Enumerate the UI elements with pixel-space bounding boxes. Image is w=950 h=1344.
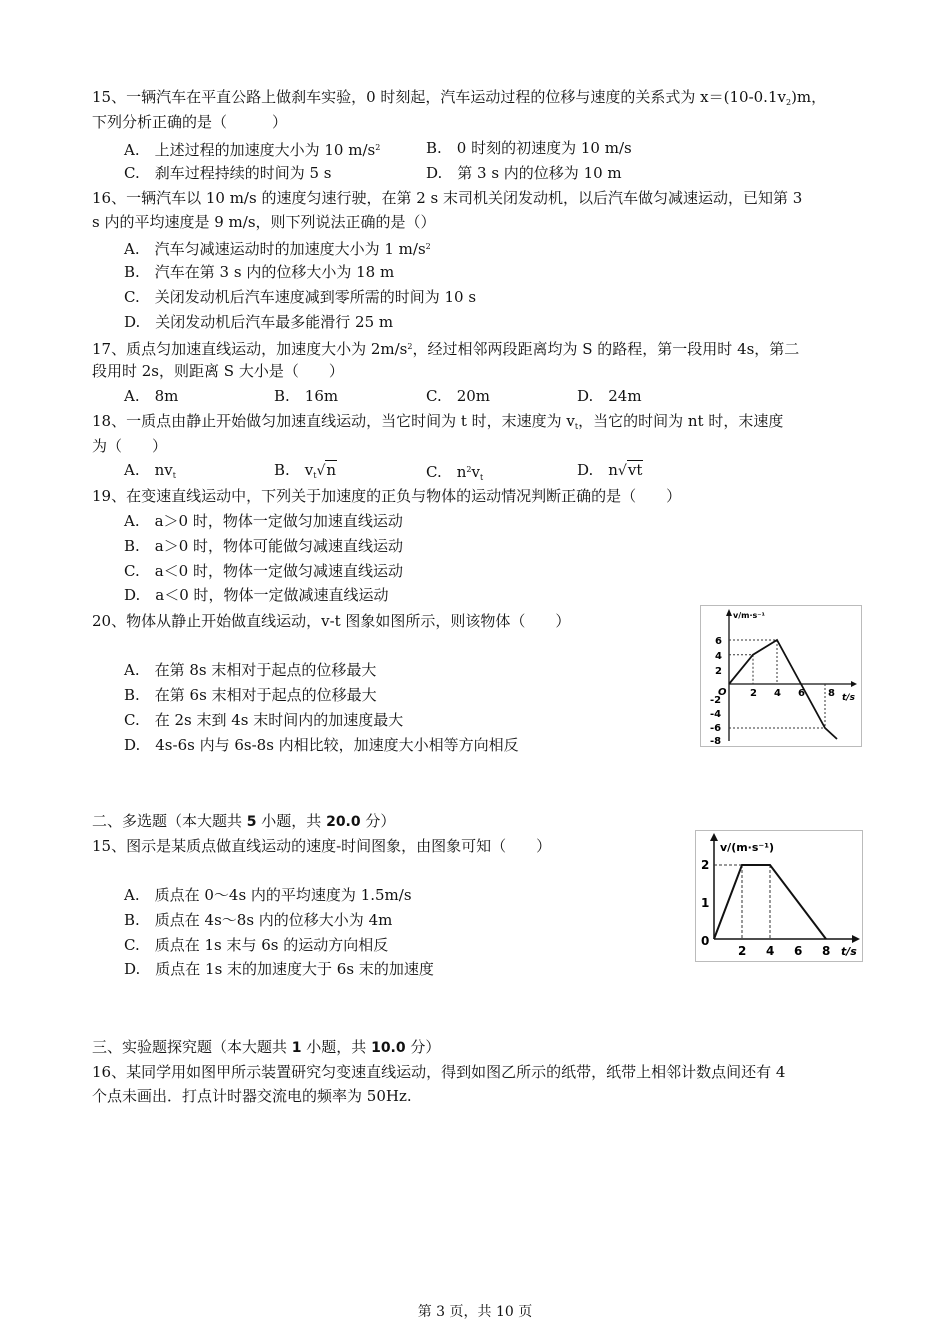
q15b-x-axis-arrow (852, 935, 860, 943)
q17-stem-line2: 段用时 2s，则距离 S 大小是（ ） (92, 362, 344, 380)
q16b-stem-line2: 个点未画出．打点计时器交流电的频率为 50Hz. (92, 1087, 412, 1105)
q15-option-d: D. 第 3 s 内的位移为 10 m (426, 164, 622, 182)
q16-option-b: B. 汽车在第 3 s 内的位移大小为 18 m (124, 263, 395, 281)
q15b-vt-graph-svg (696, 831, 862, 961)
q15b-vt-graph (695, 830, 863, 962)
q20-x-tick-2: 2 (750, 688, 757, 699)
q20-y-tick-neg6: -6 (710, 723, 722, 734)
q20-option-b: B. 在第 6s 末相对于起点的位移最大 (124, 686, 377, 704)
q20-vt-graph-svg (701, 606, 861, 746)
q15-stem-line2: 下列分析正确的是（ ） (92, 113, 288, 131)
q15b-y-label: v/(m·s⁻¹) (720, 841, 775, 854)
q15b-y-tick-2: 2 (701, 858, 710, 872)
q15b-stem: 15、图示是某质点做直线运动的速度-时间图象，由图象可知（ ） (92, 837, 552, 855)
section-2-title: 二、多选题（本大题共 5 小题，共 20.0 分） (92, 812, 396, 830)
q19-option-b: B. a＞0 时，物体可能做匀减速直线运动 (124, 537, 404, 555)
q20-option-c: C. 在 2s 末到 4s 末时间内的加速度最大 (124, 711, 404, 729)
q20-y-tick-4: 4 (715, 651, 722, 662)
q20-option-a: A. 在第 8s 末相对于起点的位移最大 (124, 661, 377, 679)
q20-x-tick-4: 4 (774, 688, 781, 699)
q20-y-tick-neg4: -4 (710, 709, 722, 720)
q15b-x-tick-8: 8 (822, 944, 831, 958)
q17-option-d: D. 24m (577, 387, 642, 405)
q20-origin: O (718, 687, 727, 698)
q15-option-c: C. 刹车过程持续的时间为 5 s (124, 164, 332, 182)
q15b-option-d: D. 质点在 1s 末的加速度大于 6s 末的加速度 (124, 960, 434, 978)
q17-stem-line1: 17、质点匀加速直线运动，加速度大小为 $2m/s^2$，经过相邻两段距离均为 S 的路程，第一段用时 4s，第二 (92, 340, 800, 358)
q20-y-tick-6: 6 (715, 636, 722, 647)
page-total: 10 (496, 1304, 514, 1320)
q17-option-a: A. 8m (124, 387, 179, 405)
q20-y-axis-arrow (726, 609, 732, 616)
q19-option-c: C. a＜0 时，物体一定做匀减速直线运动 (124, 562, 403, 580)
q15-option-b: B. 0 时刻的初速度为 10 m/s (426, 139, 632, 157)
q16-option-d: D. 关闭发动机后汽车最多能滑行 25 m (124, 313, 394, 331)
q20-option-d: D. 4s-6s 内与 6s-8s 内相比较，加速度大小相等方向相反 (124, 736, 519, 754)
q18-option-a: A. $nv_t$ (124, 461, 176, 480)
q15b-x-tick-4: 4 (766, 944, 775, 958)
q18-stem-line2: 为（ ） (92, 437, 168, 455)
q15-stem-line1: 15、一辆汽车在平直公路上做刹车实验，0 时刻起，汽车运动过程的位移与速度的关系式为 $x=(10-0.1v_2)m$， (92, 88, 827, 107)
page-footer: 第 3 页，共 10 页 (417, 1304, 533, 1320)
q17-option-b: B. 16m (274, 387, 339, 405)
q16-option-a: A. 汽车匀减速运动时的加速度大小为 1 $m/s^2$ (124, 240, 431, 258)
q20-x-axis-arrow (851, 681, 857, 687)
q18-option-d: D. n√vt (577, 461, 643, 479)
q20-x-tick-8: 8 (828, 688, 835, 699)
q19-stem: 19、在变速直线运动中，下列关于加速度的正负与物体的运动情况判断正确的是（ ） (92, 487, 682, 505)
q15-option-a: A. 上述过程的加速度大小为 10 $m/s^2$ (124, 141, 381, 159)
q20-x-label: t/s (842, 693, 855, 703)
q18-stem-line1: 18、一质点由静止开始做匀加速直线运动，当它时间为 t 时，末速度为 $v_t$，当它的时间为 nt 时，末速度 (92, 412, 784, 431)
q15b-x-tick-6: 6 (794, 944, 803, 958)
q15b-y-tick-1: 1 (701, 896, 710, 910)
q15b-option-b: B. 质点在 4s～8s 内的位移大小为 4m (124, 911, 393, 929)
page-number: 3 (436, 1304, 446, 1320)
q20-y-tick-neg8: -8 (710, 736, 722, 746)
q16-option-c: C. 关闭发动机后汽车速度减到零所需的时间为 10 s (124, 288, 477, 306)
q17-option-c: C. 20m (426, 387, 491, 405)
q20-y-label: v/m·s⁻¹ (733, 611, 765, 620)
q20-x-tick-6: 6 (798, 688, 805, 699)
q15b-x-label: t/s (841, 945, 857, 958)
q18-option-b: B. $v_t√n$ (274, 461, 337, 480)
q20-stem: 20、物体从静止开始做直线运动，v-t 图象如图所示，则该物体（ ） (92, 612, 571, 630)
q15b-option-c: C. 质点在 1s 末与 6s 的运动方向相反 (124, 936, 389, 954)
q15b-y-axis-arrow (710, 833, 718, 841)
q15b-option-a: A. 质点在 0～4s 内的平均速度为 1.5m/s (124, 886, 412, 904)
q16-stem-line2: s 内的平均速度是 9 m/s，则下列说法正确的是（） (92, 213, 436, 231)
q16-stem-line1: 16、一辆汽车以 10 m/s 的速度匀速行驶，在第 2 s 末司机关闭发动机，以后汽车做匀减速运动，已知第 3 (92, 189, 803, 207)
q15b-x-tick-2: 2 (738, 944, 747, 958)
section-3-title: 三、实验题探究题（本大题共 1 小题，共 10.0 分） (92, 1038, 441, 1056)
q19-option-a: A. a＞0 时，物体一定做匀加速直线运动 (124, 512, 403, 530)
q20-y-tick-neg2: -2 (710, 695, 722, 706)
q18-option-c: C. $n^2v_t$ (426, 463, 484, 482)
q16b-stem-line1: 16、某同学用如图甲所示装置研究匀变速直线运动，得到如图乙所示的纸带，纸带上相邻计数点间还有 4 (92, 1063, 786, 1081)
q15b-origin: 0 (701, 934, 710, 948)
q20-y-tick-2: 2 (715, 666, 722, 677)
q19-option-d: D. a＜0 时，物体一定做减速直线运动 (124, 586, 389, 604)
q20-vt-graph (700, 605, 862, 747)
